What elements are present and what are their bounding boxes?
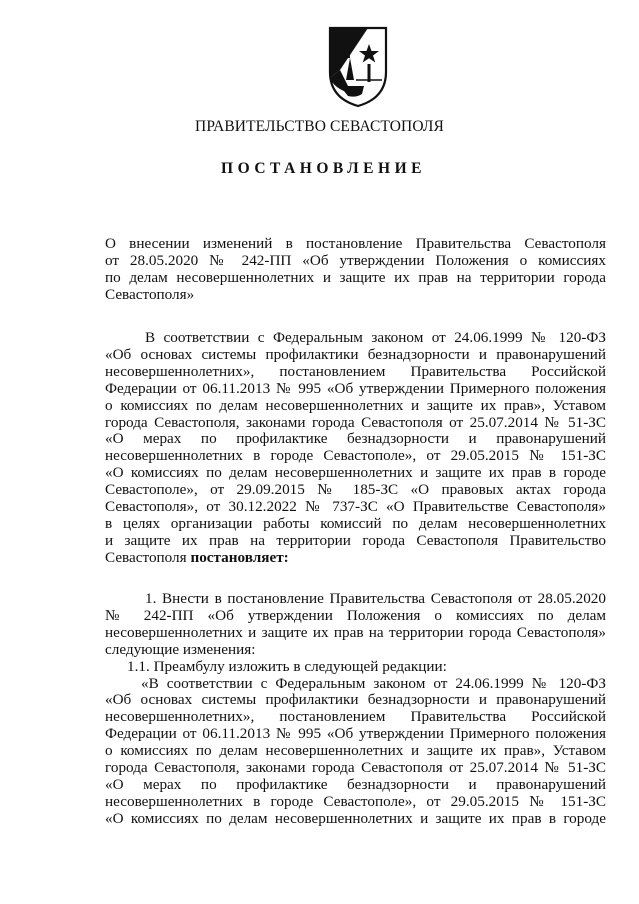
- quoted-preamble-line: «О комиссиях по делам несовершеннолетних и защите их прав в городе: [105, 809, 606, 827]
- preamble-line: В соответствии с Федеральным законом от 24.06.1999 № 120-ФЗ: [145, 329, 606, 346]
- preamble-line: «Об основах системы профилактики безнадзорности и правонарушений: [105, 345, 606, 363]
- preamble-line: Севастополе», от 29.09.2015 № 185-ЗС «О правовых актах города: [105, 481, 606, 499]
- quoted-preamble-line: «О мерах по профилактике безнадзорности и правонарушений: [105, 775, 606, 793]
- quoted-preamble-line: несовершеннолетних в городе Севастополе», от 29.05.2015 № 151-ЗС: [105, 792, 606, 810]
- preamble-line: и защите их прав на территории города Севастополя Правительство: [105, 531, 606, 549]
- resolves-keyword: постановляет:: [190, 548, 289, 566]
- quoted-preamble-line: города Севастополя, законами города Севастополя от 25.07.2014 № 51-ЗС: [105, 759, 606, 777]
- preamble-line: Севастополя», от 30.12.2022 № 737-ЗС «О Правительстве Севастополя»: [105, 498, 606, 516]
- organization-name: ПРАВИТЕЛЬСТВО СЕВАСТОПОЛЯ: [195, 118, 444, 135]
- preamble-line: о комиссиях по делам несовершеннолетних и защите их прав», Уставом: [105, 396, 606, 414]
- preamble-line: несовершеннолетних», постановлением Правительства Российской: [105, 362, 606, 380]
- point-1-line: 1. Внести в постановление Правительства Севастополя от 28.05.2020: [145, 590, 606, 607]
- subject-line: О внесении изменений в постановление Правительства Севастополя: [105, 235, 606, 252]
- point-1-1-line: 1.1. Преамбулу изложить в следующей редакции:: [127, 657, 447, 675]
- preamble-line: в целях организации работы комиссий по делам несовершеннолетних: [105, 514, 606, 532]
- point-1-paragraph: [105, 591, 606, 828]
- preamble-line: Федерации от 06.11.2013 № 995 «Об утверждении Примерного положения: [105, 379, 606, 397]
- quoted-preamble-line: Федерации от 06.11.2013 № 995 «Об утверждении Примерного положения: [105, 725, 606, 743]
- preamble-line: «О комиссиях по делам несовершеннолетних и защите их прав в городе: [105, 464, 606, 482]
- subject-line: по делам несовершеннолетних и защите их прав на территории города: [105, 268, 606, 286]
- document-type-title: ПОСТАНОВЛЕНИЕ: [221, 160, 426, 177]
- quoted-preamble-line: несовершеннолетних», постановлением Правительства Российской: [105, 708, 606, 726]
- subject-line: от 28.05.2020 № 242-ПП «Об утверждении Положения о комиссиях: [105, 251, 606, 269]
- preamble-line: несовершеннолетних в городе Севастополе», от 29.05.2015 № 151-ЗС: [105, 447, 606, 465]
- preamble-line: «О мерах по профилактике безнадзорности и правонарушений: [105, 430, 606, 448]
- quoted-preamble-line: «Об основах системы профилактики безнадзорности и правонарушений: [105, 691, 606, 709]
- sevastopol-coat-of-arms-icon: [326, 24, 390, 108]
- subject-line: Севастополя»: [105, 285, 195, 303]
- preamble-line: города Севастополя, законами города Севастополя от 25.07.2014 № 51-ЗС: [105, 413, 606, 431]
- document-subject: [105, 236, 606, 304]
- quoted-preamble-line: о комиссиях по делам несовершеннолетних и защите их прав», Уставом: [105, 742, 606, 760]
- preamble-closing-line: [105, 550, 606, 567]
- quoted-preamble-line: «В соответствии с Федеральным законом от 24.06.1999 № 120-ФЗ: [141, 674, 606, 692]
- point-1-line: следующие изменения:: [105, 640, 256, 658]
- preamble-last-words: Севастополя: [105, 548, 187, 566]
- point-1-line: несовершеннолетних и защите их прав на территории города Севастополя»: [105, 623, 606, 641]
- point-1-line: № 242-ПП «Об утверждении Положения о комиссиях по делам: [105, 606, 606, 624]
- preamble-paragraph: [105, 330, 606, 567]
